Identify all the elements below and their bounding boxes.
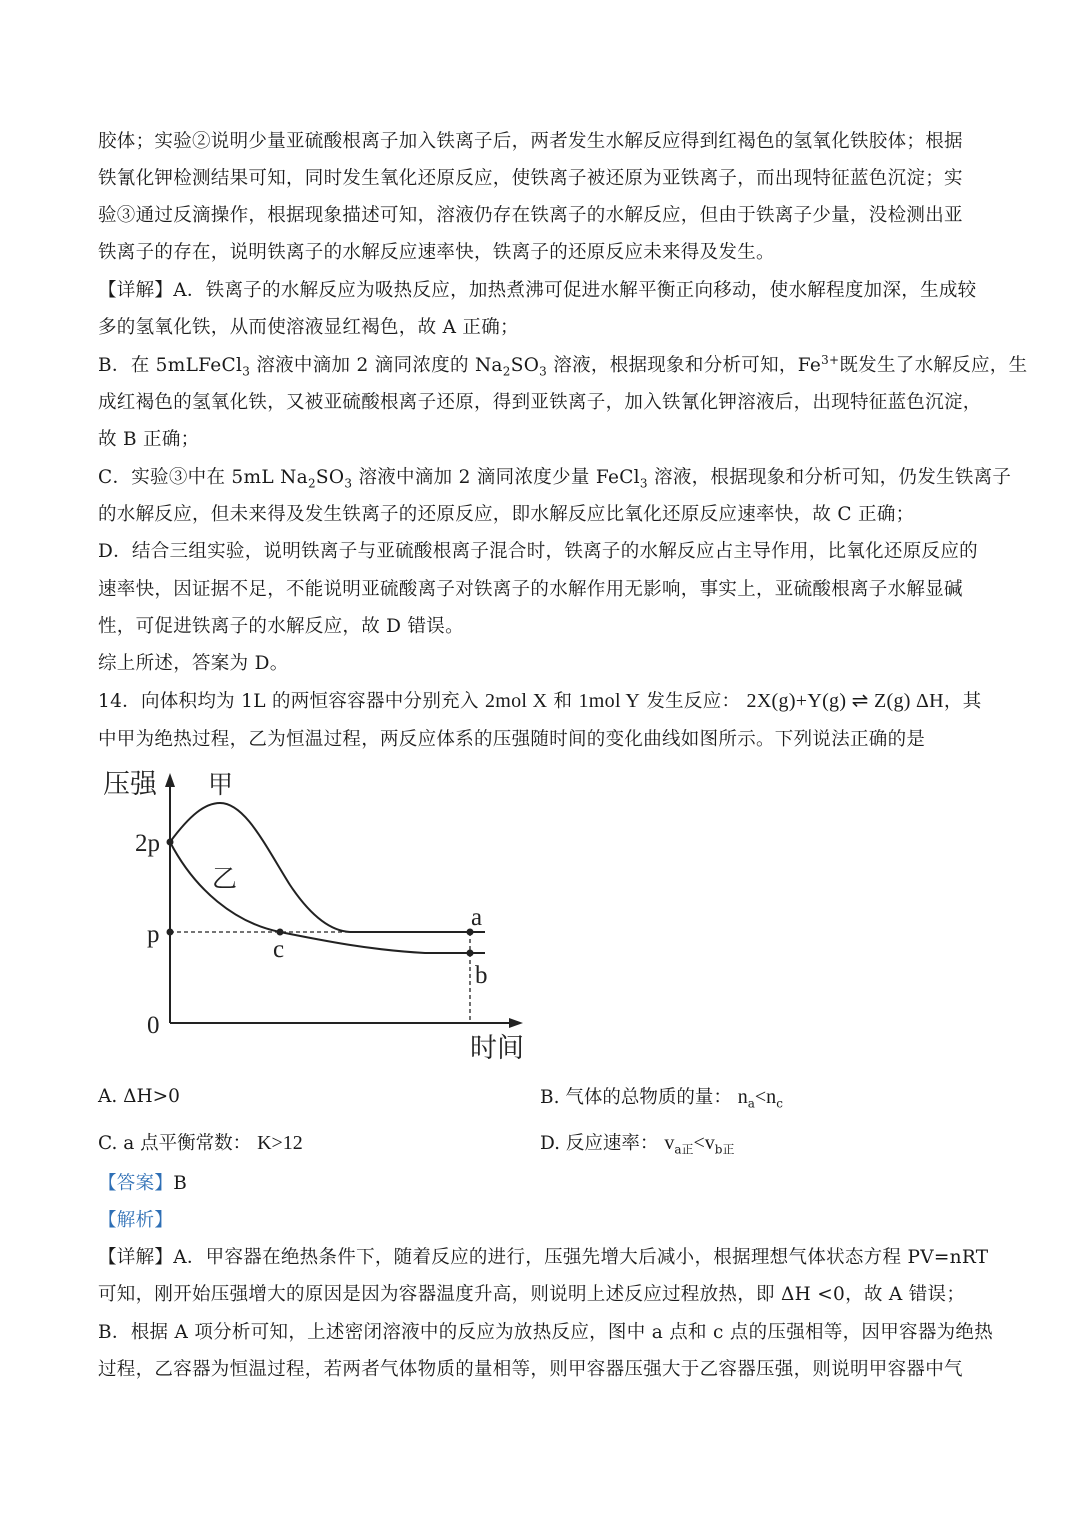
y-amount: 1mol Y	[578, 690, 641, 712]
subscript: 3	[242, 364, 251, 379]
curve-yi	[170, 842, 485, 953]
paragraph-line: D．结合三组实验，说明铁离子与亚硫酸根离子混合时，铁离子的水解反应占主导作用，比氧化还原反应的	[98, 541, 978, 562]
detail-tag: 【详解】	[98, 280, 174, 301]
math-n: n	[737, 1086, 748, 1108]
label-a: a	[471, 904, 483, 931]
text-fragment: ，其	[943, 691, 982, 712]
text-fragment: SO	[315, 467, 345, 488]
x-axis-arrow	[509, 1018, 523, 1028]
x-amount: 2mol X	[484, 690, 548, 712]
subscript: 2	[307, 476, 316, 491]
summary-line: 综上所述，答案为 D。	[98, 653, 289, 674]
subscript: c	[776, 1096, 783, 1111]
math-v: v	[664, 1132, 675, 1154]
text-fragment: B．在 5mLFeCl	[98, 355, 243, 376]
option-b	[540, 1084, 783, 1111]
detail-a-line	[98, 278, 986, 304]
paragraph-line: B．根据 A 项分析可知，上述密闭溶液中的反应为放热反应，图中 a 点和 c 点的压强相等，因甲容器为绝热	[98, 1322, 994, 1343]
paragraph-line: 铁氰化钾检测结果可知，同时发生氧化还原反应，使铁离子被还原为亚铁离子，而出现特征蓝色沉淀；实	[98, 168, 963, 189]
math-lt-v: <v	[693, 1132, 715, 1154]
math-lt-n: <n	[754, 1086, 777, 1108]
y-axis-label: 压强	[103, 769, 157, 799]
option-d	[540, 1130, 734, 1157]
option-c	[98, 1130, 303, 1157]
subscript: a	[747, 1096, 755, 1111]
answer-value: B	[173, 1173, 188, 1194]
explanation-line	[98, 1245, 989, 1271]
subscript: 3	[539, 364, 548, 379]
text-fragment: 溶液中滴加 2 滴同浓度少量 FeCl	[352, 467, 640, 488]
text-fragment: A．甲容器在绝热条件下，随着反应的进行，压强先增大后减小，根据理想气体状态方程 PV=nRT	[173, 1247, 989, 1268]
paragraph-line: 性，可促进铁离子的水解反应，故 D 错误。	[98, 616, 464, 637]
paragraph-line: 多的氢氧化铁，从而使溶液显红褐色，故 A 正确；	[98, 317, 519, 338]
superscript: 3+	[821, 352, 840, 367]
paragraph-line: 过程，乙容器为恒温过程，若两者气体物质的量相等，则甲容器压强大于乙容器压强，则说明甲容器中气	[98, 1359, 963, 1380]
text-fragment: SO	[510, 355, 540, 376]
paragraph-line: 中甲为绝热过程，乙为恒温过程，两反应体系的压强随时间的变化曲线如图所示。下列说法正确的是	[98, 729, 926, 750]
text-fragment: 发生反应：	[646, 691, 741, 712]
text-fragment: C. a 点平衡常数：	[98, 1133, 252, 1154]
paragraph-line: 成红褐色的氢氧化铁，又被亚硫酸根离子还原，得到亚铁离子，加入铁氰化钾溶液后，出现特征蓝色沉淀，	[98, 392, 982, 413]
series-label-yi: 乙	[212, 866, 238, 893]
subscript: b正	[714, 1142, 735, 1157]
subscript: 2	[502, 364, 511, 379]
series-label-jia: 甲	[208, 772, 234, 799]
option-a: A. ΔH>0	[98, 1086, 180, 1107]
start-point	[167, 839, 174, 846]
paragraph-line: 验③通过反滴操作，根据现象描述可知，溶液仍存在铁离子的水解反应，但由于铁离子少量，没检测出亚	[98, 205, 963, 226]
subscript: 3	[639, 476, 648, 491]
text-fragment: 溶液，根据现象和分析可知，Fe	[547, 355, 822, 376]
paragraph-line: 的水解反应，但未来得及发生铁离子的还原反应，即水解反应比氧化还原反应速率快，故 C 正确；	[98, 504, 915, 525]
y-axis-arrow	[165, 773, 175, 787]
label-b: b	[475, 962, 488, 989]
label-c: c	[273, 936, 285, 963]
reaction-equation: 2X(g)+Y(g) ⇌ Z(g) ΔH	[746, 690, 944, 712]
text-fragment: 溶液中滴加 2 滴同浓度的 Na	[250, 355, 503, 376]
text-fragment: 溶液，根据现象和分析可知，仍发生铁离子	[647, 467, 1012, 488]
p-point	[167, 929, 174, 936]
text-fragment: B. 气体的总物质的量：	[540, 1087, 732, 1108]
y-tick-2p: 2p	[135, 830, 160, 857]
detail-tag: 【详解】	[98, 1247, 174, 1268]
option-c-line	[98, 465, 1012, 491]
option-b-line	[98, 352, 1028, 379]
x-axis-label: 时间	[470, 1033, 524, 1063]
analysis-tag: 【解析】	[98, 1210, 174, 1231]
paragraph-line: 可知，刚开始压强增大的原因是因为容器温度升高，则说明上述反应过程放热，即 ΔH <0，故 A 错误；	[98, 1284, 966, 1305]
text-fragment: 和	[553, 691, 573, 712]
paragraph-line: 故 B 正确；	[98, 429, 200, 450]
paragraph-line: 速率快，因证据不足，不能说明亚硫酸离子对铁离子的水解作用无影响，事实上，亚硫酸根离子水解显碱	[98, 579, 963, 600]
subscript: 3	[344, 476, 353, 491]
text-fragment: 既发生了水解反应，生	[839, 355, 1028, 376]
text-fragment: 14．向体积均为 1L 的两恒容容器中分别充入	[98, 691, 479, 712]
detail-a-text: A．铁离子的水解反应为吸热反应，加热煮沸可促进水解平衡正向移动，使水解程度加深，生成较	[173, 280, 977, 301]
pressure-time-chart	[95, 765, 545, 1070]
origin-label: 0	[147, 1012, 160, 1039]
paragraph-line: 铁离子的存在，说明铁离子的水解反应速率快，铁离子的还原反应未来得及发生。	[98, 242, 775, 263]
math-k: K>12	[257, 1132, 303, 1154]
paragraph-line: 胶体；实验②说明少量亚硫酸根离子加入铁离子后，两者发生水解反应得到红褐色的氢氧化铁胶体；根据	[98, 131, 963, 152]
answer-line	[98, 1171, 986, 1197]
text-fragment: D. 反应速率：	[540, 1133, 659, 1154]
point-c	[277, 929, 284, 936]
y-tick-p: p	[147, 921, 160, 948]
text-fragment: C．实验③中在 5mL Na	[98, 467, 308, 488]
point-b	[467, 950, 474, 957]
subscript: a正	[674, 1142, 694, 1157]
answer-tag: 【答案】	[98, 1173, 174, 1194]
question-stem-line	[98, 688, 986, 715]
